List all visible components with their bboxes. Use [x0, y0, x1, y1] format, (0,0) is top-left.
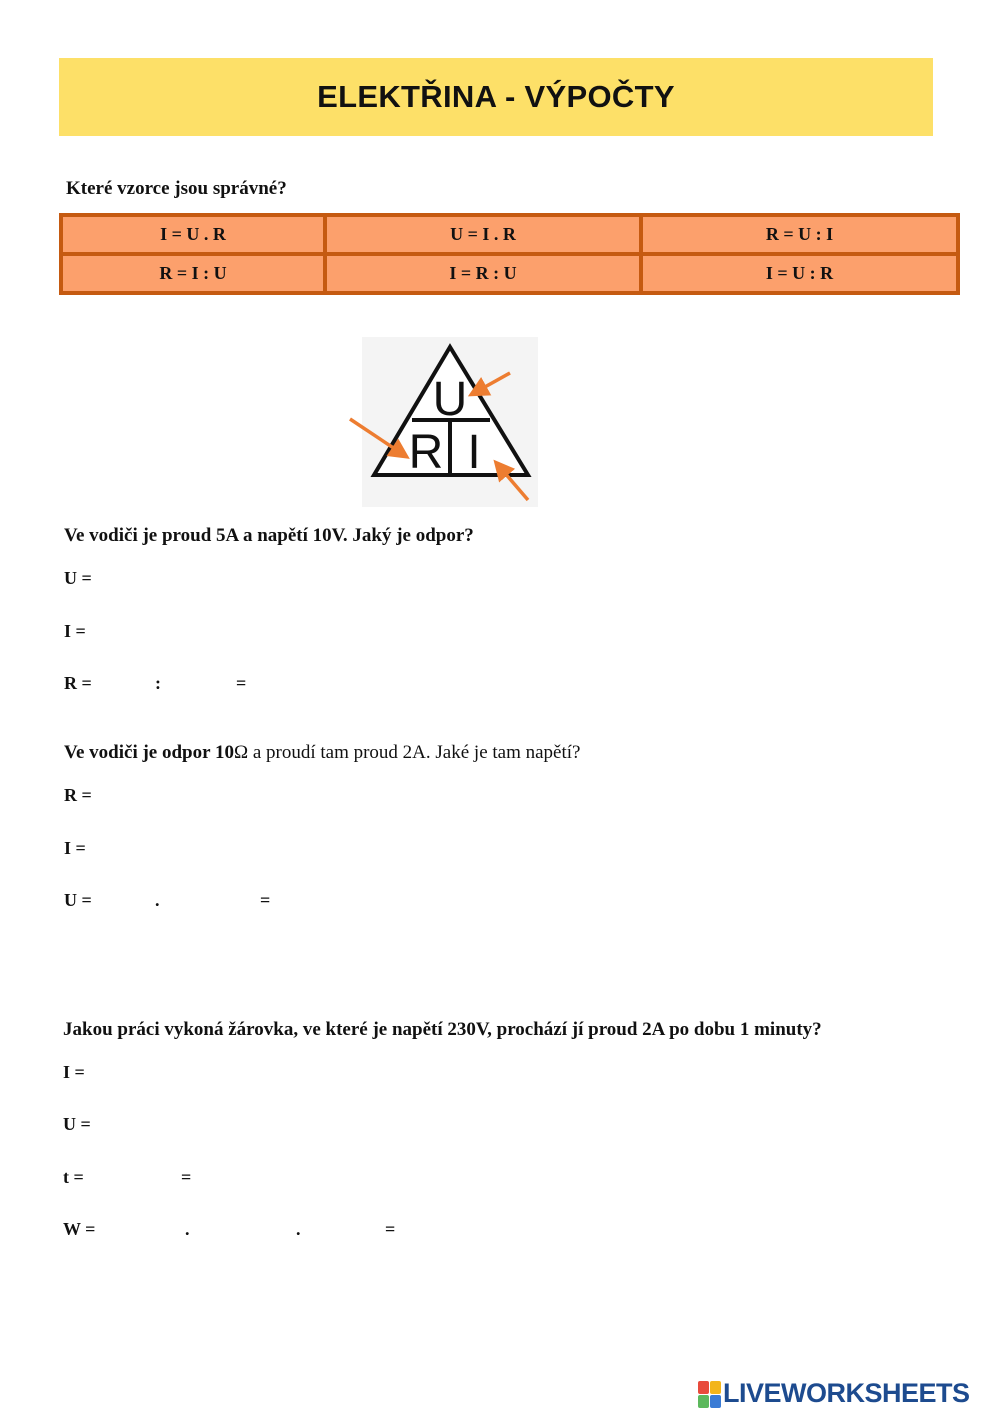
formula-table	[59, 213, 960, 295]
uri-triangle-svg	[340, 335, 540, 507]
q4-w-operand3-input[interactable]	[310, 1217, 384, 1243]
q2-equals: =	[236, 673, 247, 693]
logo-text: LIVEWORKSHEETS	[723, 1378, 970, 1408]
q4-operator1: .	[185, 1219, 190, 1239]
q3-i-input[interactable]	[100, 836, 304, 862]
q2-operator: :	[155, 673, 161, 693]
q3-equals: =	[260, 890, 271, 910]
formula-option[interactable]: R = U : I	[643, 217, 956, 252]
question3-text	[64, 742, 580, 764]
question4-text: Jakou práci vykoná žárovka, ve které je napětí 230V, prochází jí proud 2A po dobu 1 minuty?	[63, 1019, 822, 1040]
question3-text-bold: Ve vodiči je odpor 10	[64, 742, 234, 763]
q2-line-u: U =	[64, 568, 92, 588]
q4-w-result-input[interactable]	[405, 1217, 519, 1243]
q2-r-result-input[interactable]	[255, 671, 359, 697]
q4-equals: =	[385, 1219, 396, 1239]
q4-line-u: U =	[63, 1114, 91, 1134]
q2-i-input[interactable]	[100, 619, 304, 645]
q3-u-result-input[interactable]	[280, 888, 384, 914]
q4-w-operand2-input[interactable]	[200, 1217, 294, 1243]
q4-line-i: I =	[63, 1062, 85, 1082]
formula-option[interactable]: I = U . R	[63, 217, 323, 252]
q4-t-equals: =	[181, 1167, 192, 1187]
page-title: ELEKTŘINA - VÝPOČTY	[317, 79, 675, 114]
liveworksheets-logo-icon	[698, 1381, 720, 1407]
formula-option[interactable]: U = I . R	[327, 217, 639, 252]
q4-i-input[interactable]	[95, 1060, 299, 1086]
triangle-letter-u: U	[432, 373, 468, 426]
q4-t-result-input[interactable]	[200, 1165, 304, 1191]
q2-line-r: R =	[64, 673, 92, 693]
q4-line-t: t =	[63, 1167, 84, 1187]
triangle-letter-r: R	[408, 426, 444, 479]
q4-w-operand1-input[interactable]	[105, 1217, 184, 1243]
q4-u-input[interactable]	[100, 1112, 304, 1138]
liveworksheets-logo[interactable]	[698, 1378, 970, 1409]
q3-r-input[interactable]	[100, 783, 304, 809]
formula-option[interactable]: R = I : U	[63, 256, 323, 291]
q2-line-i: I =	[64, 621, 86, 641]
triangle-letter-i: I	[467, 426, 481, 479]
q2-r-operand1-input[interactable]	[100, 671, 154, 697]
q2-u-input[interactable]	[100, 566, 304, 592]
q3-u-operand2-input[interactable]	[170, 888, 259, 914]
title-banner	[59, 58, 933, 136]
question2-text: Ve vodiči je proud 5A a napětí 10V. Jaký je odpor?	[64, 525, 474, 546]
question3-text-rest: Ω a proudí tam proud 2A. Jaké je tam napětí?	[233, 742, 581, 763]
question1-text: Které vzorce jsou správné?	[66, 178, 287, 199]
q3-u-operand1-input[interactable]	[100, 888, 154, 914]
q4-line-w: W =	[63, 1219, 96, 1239]
q4-t-input[interactable]	[92, 1165, 176, 1191]
formula-option[interactable]: I = U : R	[643, 256, 956, 291]
uri-triangle-diagram	[340, 335, 540, 507]
q3-line-r: R =	[64, 785, 92, 805]
q3-line-u: U =	[64, 890, 92, 910]
q3-line-i: I =	[64, 838, 86, 858]
formula-option[interactable]: I = R : U	[327, 256, 639, 291]
q3-operator: .	[155, 890, 160, 910]
q4-operator2: .	[296, 1219, 301, 1239]
q2-r-operand2-input[interactable]	[170, 671, 234, 697]
